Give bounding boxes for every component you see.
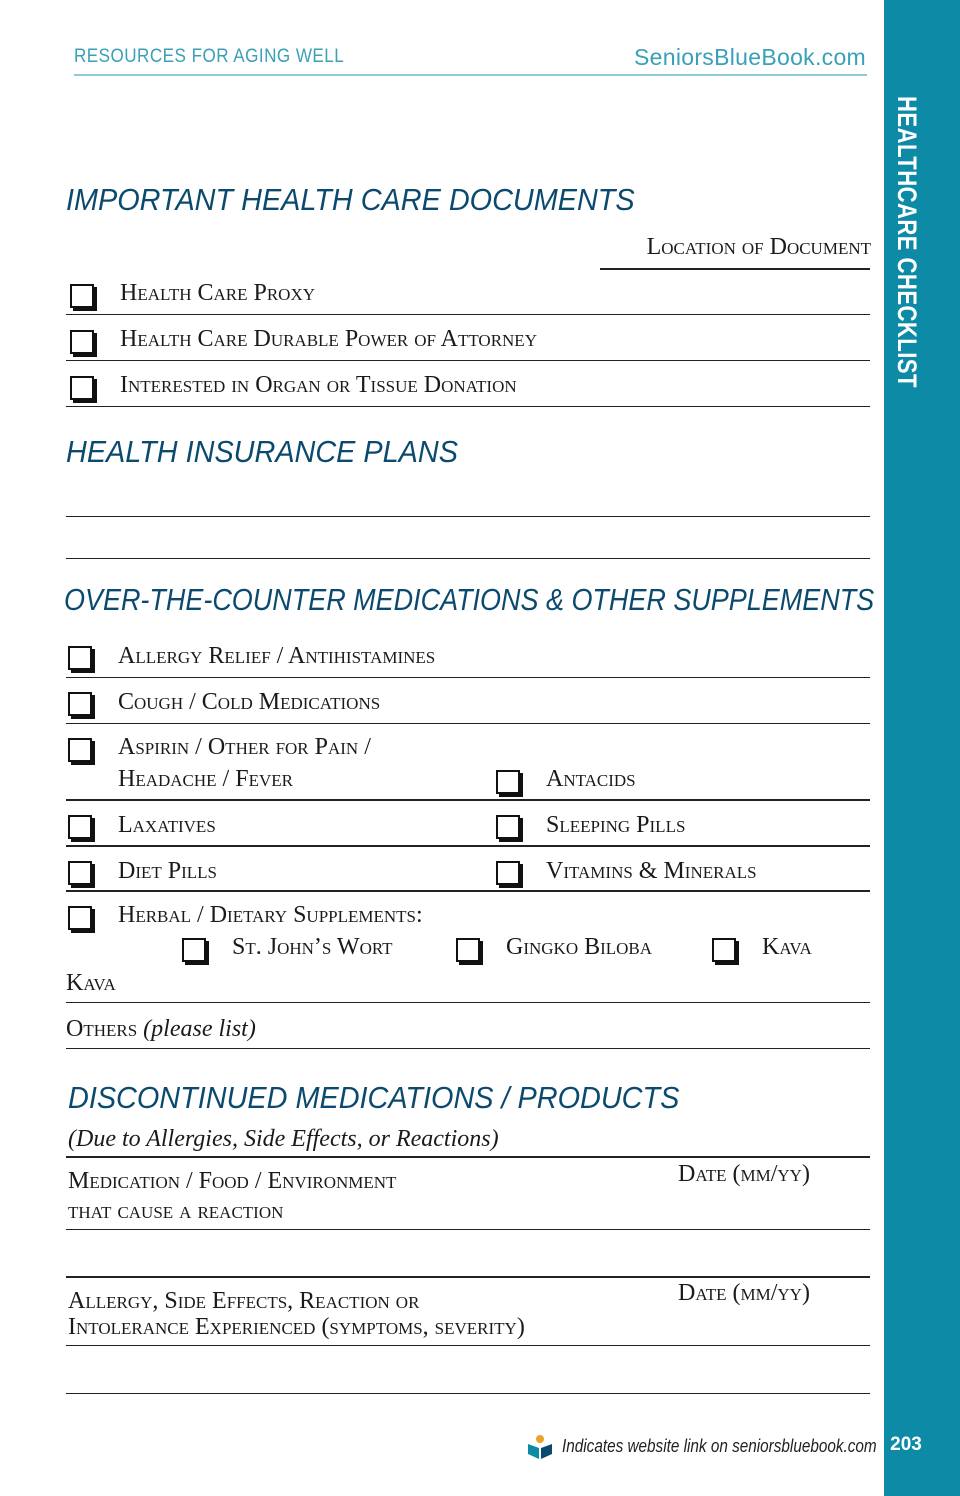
checkbox-allergy-relief[interactable]	[68, 646, 92, 670]
location-label: Location of Document	[646, 234, 871, 260]
field-label: that cause a reaction	[68, 1198, 284, 1224]
item-label: Kava	[762, 934, 812, 960]
divider	[66, 890, 870, 892]
page-number: 203	[890, 1434, 922, 1455]
others-label: Others	[66, 1016, 138, 1042]
entry-line[interactable]	[66, 1393, 870, 1394]
others-note: (please list)	[143, 1016, 256, 1042]
footer-note: Indicates website link on seniorsbluebook.com	[562, 1436, 877, 1456]
checkbox-cough-cold[interactable]	[68, 692, 92, 716]
checkbox-laxatives[interactable]	[68, 815, 92, 839]
section-title-documents: IMPORTANT HEALTH CARE DOCUMENTS	[66, 182, 635, 217]
item-label: Diet Pills	[118, 858, 217, 884]
item-label: Gingko Biloba	[506, 934, 653, 960]
date-label: Date (mm/yy)	[678, 1280, 810, 1306]
entry-line[interactable]	[66, 1345, 870, 1346]
section-title-insurance: HEALTH INSURANCE PLANS	[66, 434, 458, 469]
entry-line[interactable]	[66, 1229, 870, 1230]
checkbox-aspirin[interactable]	[68, 738, 92, 762]
section-title-otc: OVER-THE-COUNTER MEDICATIONS & OTHER SUPPLEMENTS	[64, 582, 875, 617]
checkbox-sleeping-pills[interactable]	[496, 815, 520, 839]
divider	[66, 360, 870, 361]
divider	[66, 314, 870, 315]
item-label: Laxatives	[118, 812, 216, 838]
section-title-discontinued: DISCONTINUED MEDICATIONS / PRODUCTS	[68, 1080, 680, 1115]
item-label: Sleeping Pills	[546, 812, 686, 838]
location-rule	[600, 268, 870, 270]
item-label: Antacids	[546, 766, 636, 792]
header-left-text: RESOURCES FOR AGING WELL	[74, 46, 345, 67]
date-label: Date (mm/yy)	[678, 1161, 810, 1187]
item-label: Cough / Cold Medications	[118, 689, 381, 715]
checkbox-st-johns-wort[interactable]	[182, 938, 206, 962]
header-site-link[interactable]: SeniorsBlueBook.com	[634, 44, 866, 70]
section-subtitle: (Due to Allergies, Side Effects, or Reactions)	[68, 1126, 499, 1152]
others-line[interactable]	[66, 1048, 870, 1049]
header-rule	[74, 74, 867, 76]
checkbox-durable-power-of-attorney[interactable]	[70, 330, 94, 354]
item-label: Aspirin / Other for Pain /	[118, 734, 371, 760]
field-label: Intolerance Experienced (symptoms, severity)	[68, 1314, 525, 1340]
item-label: St. John’s Wort	[232, 934, 393, 960]
item-label: Health Care Durable Power of Attorney	[120, 326, 537, 352]
item-label: Allergy Relief / Antihistamines	[118, 643, 436, 669]
field-label: Allergy, Side Effects, Reaction or	[68, 1288, 420, 1314]
divider	[66, 677, 870, 678]
others-row	[66, 1016, 256, 1043]
checkbox-kava[interactable]	[712, 938, 736, 962]
insurance-line[interactable]	[66, 558, 870, 559]
checkbox-herbal[interactable]	[68, 906, 92, 930]
item-label: Health Care Proxy	[120, 280, 316, 306]
checkbox-vitamins[interactable]	[496, 861, 520, 885]
item-label: Vitamins & Minerals	[546, 858, 757, 884]
item-label: Kava	[66, 970, 116, 996]
item-label: Headache / Fever	[118, 766, 293, 792]
insurance-line[interactable]	[66, 516, 870, 517]
checkbox-organ-donation[interactable]	[70, 376, 94, 400]
item-label: Herbal / Dietary Supplements:	[118, 902, 423, 928]
divider	[66, 845, 870, 847]
field-label: Medication / Food / Environment	[68, 1168, 397, 1194]
divider	[66, 1156, 870, 1158]
checkbox-gingko-biloba[interactable]	[456, 938, 480, 962]
checkbox-health-care-proxy[interactable]	[70, 284, 94, 308]
item-label: Interested in Organ or Tissue Donation	[120, 372, 517, 398]
checkbox-diet-pills[interactable]	[68, 861, 92, 885]
divider	[66, 799, 870, 801]
divider	[66, 406, 870, 407]
checkbox-antacids[interactable]	[496, 770, 520, 794]
divider	[66, 723, 870, 724]
divider	[66, 1002, 870, 1003]
sidebar-title: HEALTHCARE CHECKLIST	[892, 96, 922, 388]
divider	[66, 1276, 870, 1278]
book-icon	[526, 1434, 554, 1460]
